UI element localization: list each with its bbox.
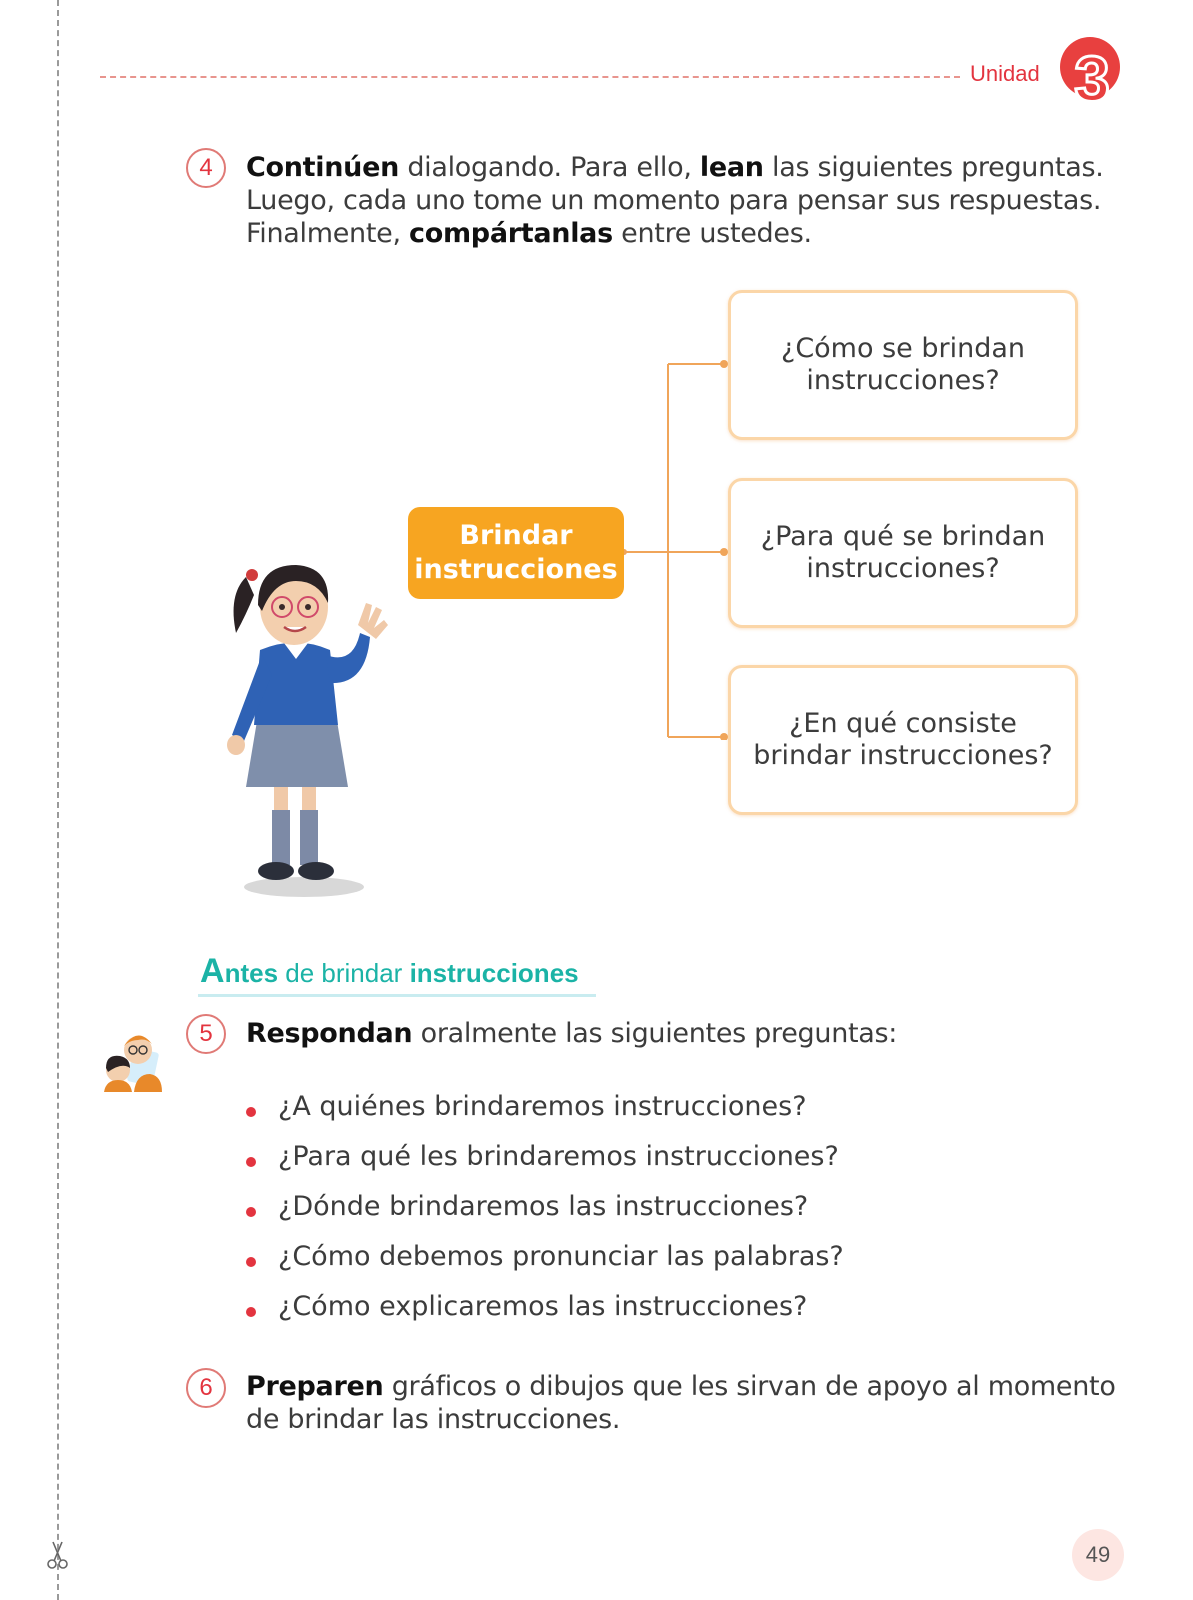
- scissors-icon: [44, 1540, 72, 1570]
- step-number-4: 4: [186, 148, 226, 188]
- girl-illustration: [218, 555, 398, 905]
- diagram-question-2: ¿Para qué se brindan instrucciones?: [728, 478, 1078, 628]
- step-number-6: 6: [186, 1368, 226, 1408]
- header-divider: [100, 76, 960, 78]
- list-item: ¿Para qué les brindaremos instrucciones?: [246, 1142, 844, 1192]
- step4-instructions: [246, 151, 1126, 250]
- step-number-5: 5: [186, 1014, 226, 1054]
- question-list: [246, 1092, 844, 1342]
- section-title: Antes de brindar instrucciones: [200, 952, 579, 990]
- step6-line2: de brindar las instrucciones.: [246, 1404, 621, 1435]
- unit-number: 3: [1074, 43, 1110, 115]
- unit-label: Unidad: [970, 61, 1040, 86]
- step4-line3: Finalmente, compártanlas entre ustedes.: [246, 218, 812, 249]
- pair-work-icon: [100, 1030, 164, 1092]
- list-item: ¿Cómo debemos pronunciar las palabras?: [246, 1242, 844, 1292]
- step5-instruction: Respondan oralmente las siguientes preguntas:: [246, 1018, 898, 1049]
- cut-line: [57, 0, 59, 1600]
- list-item: ¿Dónde brindaremos las instrucciones?: [246, 1192, 844, 1242]
- diagram-question-3: ¿En qué consiste brindar instrucciones?: [728, 665, 1078, 815]
- list-item: ¿A quiénes brindaremos instrucciones?: [246, 1092, 844, 1142]
- diagram-question-1: ¿Cómo se brindan instrucciones?: [728, 290, 1078, 440]
- list-item: ¿Cómo explicaremos las instrucciones?: [246, 1292, 844, 1342]
- diagram-center-node: Brindar instrucciones: [408, 507, 624, 599]
- step4-line1: Continúen dialogando. Para ello, lean las siguientes preguntas.: [246, 152, 1104, 183]
- step6-line1: Preparen gráficos o dibujos que les sirvan de apoyo al momento: [246, 1371, 1116, 1402]
- section-underline: [198, 994, 596, 997]
- unit-badge-icon: [1058, 35, 1124, 115]
- step6-instruction: [246, 1370, 1126, 1436]
- page-number: 49: [1072, 1529, 1124, 1581]
- step4-line2: Luego, cada uno tome un momento para pensar sus respuestas.: [246, 185, 1102, 216]
